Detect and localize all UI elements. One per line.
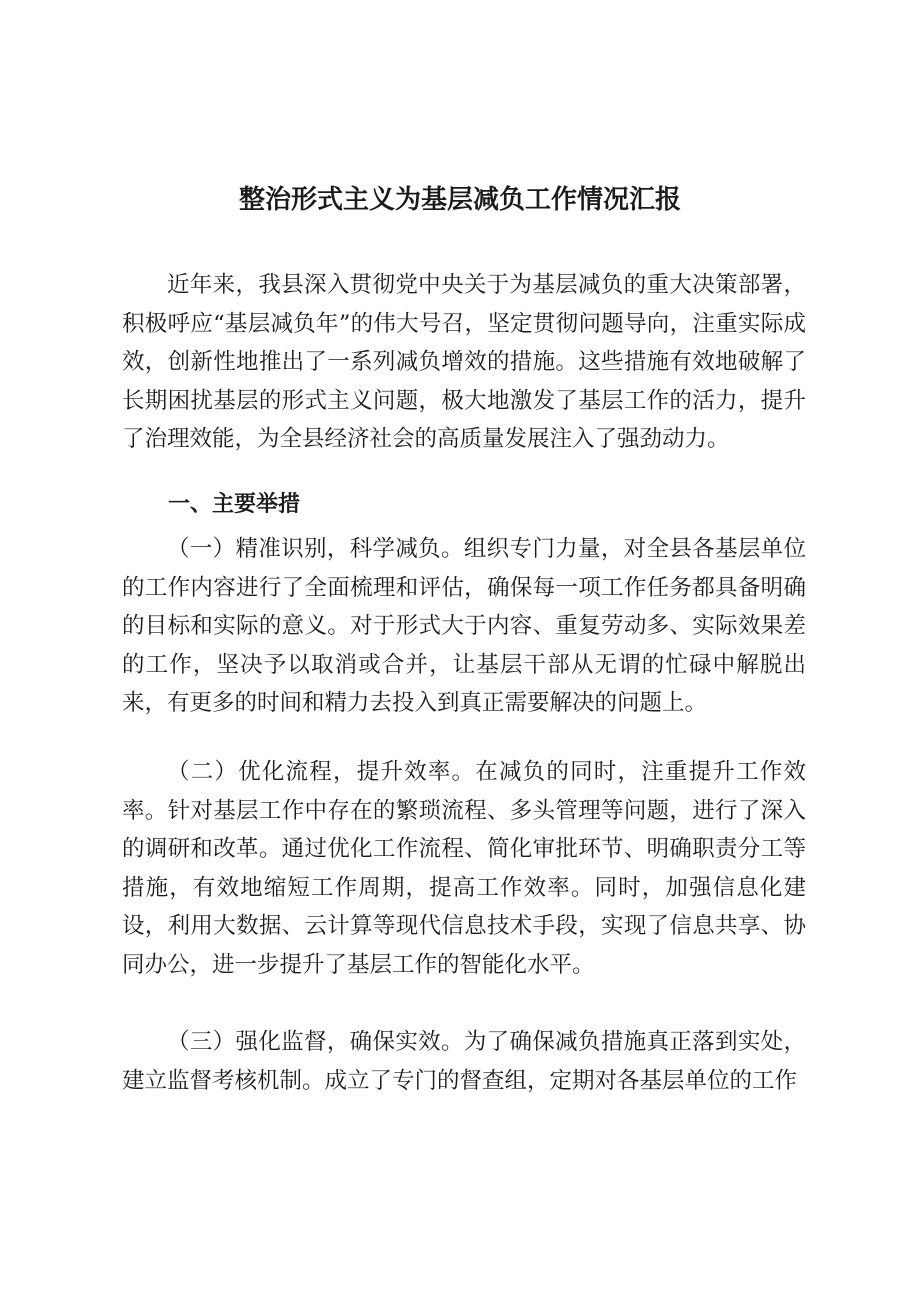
section-heading-main-measures: 一、主要举措 — [168, 492, 301, 517]
paragraph-measure-3: （三）强化监督，确保实效。为了确保减负措施真正落到实处，建立监督考核机制。成立了专门的督查组，定期对各基层单位的工作 — [122, 1029, 806, 1094]
intro-paragraph: 近年来，我县深入贯彻党中央关于为基层减负的重大决策部署，积极呼应“基层减负年”的伟大号召，坚定贯彻问题导向，注重实际成效，创新性地推出了一系列减负增效的措施。这些措施有效地破解了长期困扰基层的形式主义问题，极大地激发了基层工作的活力，提升了治理效能，为全县经济社会的高质量发展注入了强劲动力。 — [122, 272, 806, 452]
paragraph-measure-2: （二）优化流程，提升效率。在减负的同时，注重提升工作效率。针对基层工作中存在的繁琐流程、多头管理等问题，进行了深入的调研和改革。通过优化工作流程、简化审批环节、明确职责分工等措施，有效地缩短工作周期，提高工作效率。同时，加强信息化建设，利用大数据、云计算等现代信息技术手段，实现了信息共享、协同办公，进一步提升了基层工作的智能化水平。 — [122, 759, 806, 978]
document-title: 整治形式主义为基层减负工作情况汇报 — [238, 185, 681, 215]
paragraph-measure-1: （一）精准识别，科学减负。组织专门力量，对全县各基层单位的工作内容进行了全面梳理和评估，确保每一项工作任务都具备明确的目标和实际的意义。对于形式大于内容、重复劳动多、实际效果差的工作，坚决予以取消或合并，让基层干部从无谓的忙碌中解脱出来，有更多的时间和精力去投入到真正需要解决的问题上。 — [122, 536, 806, 716]
